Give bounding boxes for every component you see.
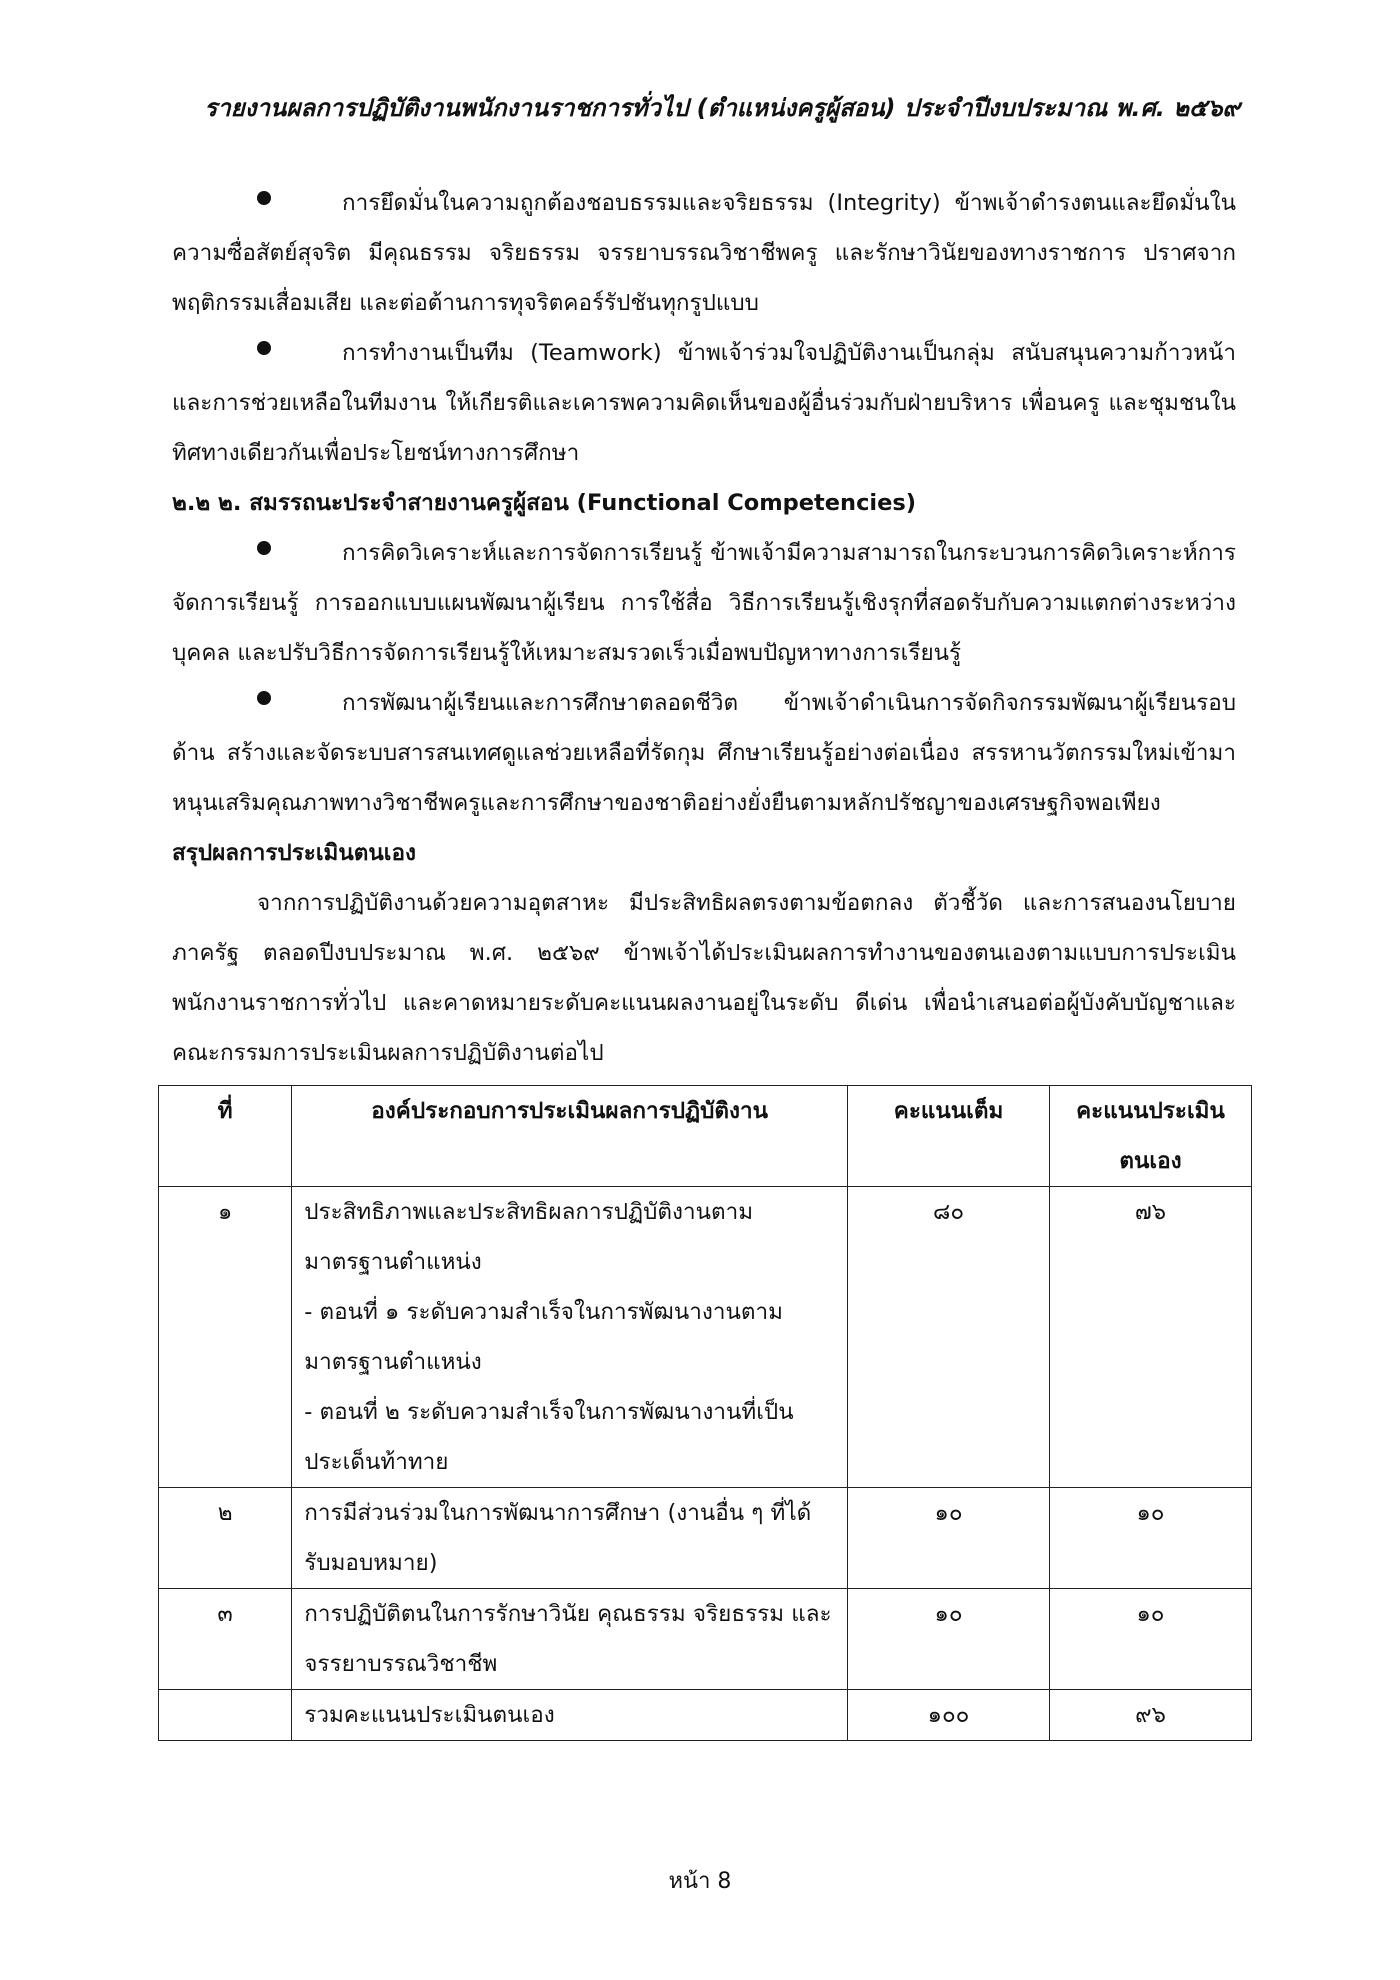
row-self-score: ๑๐ bbox=[1049, 1589, 1251, 1690]
row-component: การปฏิบัติตนในการรักษาวินัย คุณธรรม จริยธรรม และจรรยาบรรณวิชาชีพ bbox=[292, 1589, 848, 1690]
table-row bbox=[159, 1187, 1252, 1488]
bullet-paragraph-lifelong bbox=[172, 678, 1236, 828]
summary-heading: สรุปผลการประเมินตนเอง bbox=[172, 840, 416, 866]
bullet-icon bbox=[257, 691, 271, 705]
row-no: ๑ bbox=[159, 1187, 292, 1488]
bullet-icon bbox=[257, 541, 271, 555]
header-full-score: คะแนนเต็ม bbox=[848, 1086, 1050, 1187]
component-line: - ตอนที่ ๒ ระดับความสำเร็จในการพัฒนางานที่เป็นประเด็นท้าทาย bbox=[304, 1399, 794, 1475]
total-self-score: ๙๖ bbox=[1049, 1690, 1251, 1741]
header-self-score: คะแนนประเมินตนเอง bbox=[1049, 1086, 1251, 1187]
score-table bbox=[158, 1085, 1252, 1741]
total-full-score: ๑๐๐ bbox=[848, 1690, 1050, 1741]
table-row bbox=[159, 1488, 1252, 1589]
row-full-score: ๘๐ bbox=[848, 1187, 1050, 1488]
lifelong-text: การพัฒนาผู้เรียนและการศึกษาตลอดชีวิต ข้าพเจ้าดำเนินการจัดกิจกรรมพัฒนาผู้เรียนรอบด้าน สร้างและจัดระบบสารสนเทศดูแลช่วยเหลือที่รัดกุม ศึกษาเรียนรู้อย่างต่อเนื่อง สรรหานวัตกรรมใหม่เข้ามาหนุนเสริมคุณภาพทางวิชาชีพครูและการศึกษาของชาติอย่างยั่งยืนตามหลักปรัชญาของเศรษฐกิจพอเพียง bbox=[172, 690, 1236, 816]
integrity-text: การยึดมั่นในความถูกต้องชอบธรรมและจริยธรรม (Integrity) ข้าพเจ้าดำรงตนและยึดมั่นในความซื่อสัตย์สุจริต มีคุณธรรม จริยธรรม จรรยาบรรณวิชาชีพครู และรักษาวินัยของทางราชการ ปราศจากพฤติกรรมเสื่อมเสีย และต่อต้านการทุจริตคอร์รัปชันทุกรูปแบบ bbox=[172, 190, 1236, 316]
page-number: หน้า 8 bbox=[668, 1869, 732, 1894]
row-full-score: ๑๐ bbox=[848, 1488, 1050, 1589]
row-component bbox=[292, 1187, 848, 1488]
bullet-paragraph-analysis bbox=[172, 528, 1236, 678]
row-self-score: ๑๐ bbox=[1049, 1488, 1251, 1589]
row-no: ๒ bbox=[159, 1488, 292, 1589]
bullet-paragraph-teamwork bbox=[172, 328, 1236, 478]
bullet-paragraph-integrity bbox=[172, 178, 1236, 328]
bullet-icon bbox=[257, 341, 271, 355]
total-no bbox=[159, 1690, 292, 1741]
summary-paragraph: จากการปฏิบัติงานด้วยความอุตสาหะ มีประสิทธิผลตรงตามข้อตกลง ตัวชี้วัด และการสนองนโยบายภาครัฐ ตลอดปีงบประมาณ พ.ศ. ๒๕๖๙ ข้าพเจ้าได้ประเมินผลการทำงานของตนเองตามแบบการประเมินพนักงานราชการทั่วไป และคาดหมายระดับคะแนนผลงานอยู่ในระดับ ดีเด่น เพื่อนำเสนอต่อผู้บังคับบัญชาและคณะกรรมการประเมินผลการปฏิบัติงานต่อไป bbox=[172, 890, 1236, 1066]
row-full-score: ๑๐ bbox=[848, 1589, 1050, 1690]
teamwork-text: การทำงานเป็นทีม (Teamwork) ข้าพเจ้าร่วมใจปฏิบัติงานเป็นกลุ่ม สนับสนุนความก้าวหน้าและการช่วยเหลือในทีมงาน ให้เกียรติและเคารพความคิดเห็นของผู้อื่นร่วมกับฝ่ายบริหาร เพื่อนครู และชุมชนในทิศทางเดียวกันเพื่อประโยชน์ทางการศึกษา bbox=[172, 340, 1236, 466]
total-label: รวมคะแนนประเมินตนเอง bbox=[292, 1690, 848, 1741]
page-header: รายงานผลการปฏิบัติงานพนักงานราชการทั่วไป (ตำแหน่งครูผู้สอน) ประจำปีงบประมาณ พ.ศ. ๒๕๖๙ bbox=[204, 94, 1240, 122]
body-text bbox=[172, 178, 1236, 1078]
header-component: องค์ประกอบการประเมินผลการปฏิบัติงาน bbox=[292, 1086, 848, 1187]
row-component: การมีส่วนร่วมในการพัฒนาการศึกษา (งานอื่น ๆ ที่ได้รับมอบหมาย) bbox=[292, 1488, 848, 1589]
row-self-score: ๗๖ bbox=[1049, 1187, 1251, 1488]
bullet-icon bbox=[257, 191, 271, 205]
component-line: ประสิทธิภาพและประสิทธิผลการปฏิบัติงานตามมาตรฐานตำแหน่ง bbox=[304, 1199, 754, 1275]
table-header-row bbox=[159, 1086, 1252, 1187]
analysis-text: การคิดวิเคราะห์และการจัดการเรียนรู้ ข้าพเจ้ามีความสามารถในกระบวนการคิดวิเคราะห์การจัดการเรียนรู้ การออกแบบแผนพัฒนาผู้เรียน การใช้สื่อ วิธีการเรียนรู้เชิงรุกที่สอดรับกับความแตกต่างระหว่างบุคคล และปรับวิธีการจัดการเรียนรู้ให้เหมาะสมรวดเร็วเมื่อพบปัญหาทางการเรียนรู้ bbox=[172, 540, 1236, 666]
header-no: ที่ bbox=[159, 1086, 292, 1187]
table-row bbox=[159, 1589, 1252, 1690]
functional-competencies-heading: ๒.๒ ๒. สมรรถนะประจำสายงานครูผู้สอน (Functional Competencies) bbox=[172, 490, 917, 516]
component-line: - ตอนที่ ๑ ระดับความสำเร็จในการพัฒนางานตามมาตรฐานตำแหน่ง bbox=[304, 1299, 783, 1375]
table-total-row bbox=[159, 1690, 1252, 1741]
row-no: ๓ bbox=[159, 1589, 292, 1690]
